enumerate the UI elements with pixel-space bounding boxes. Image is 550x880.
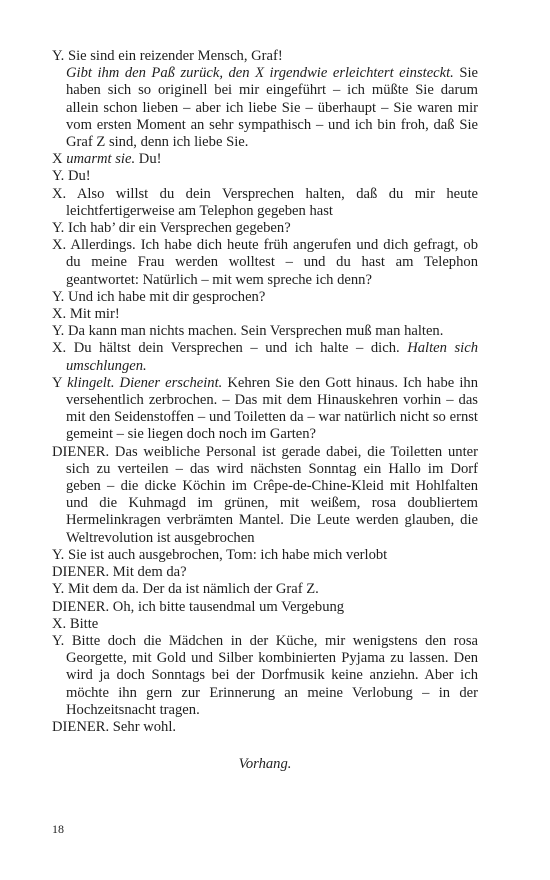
speaker: DIENER.	[52, 564, 110, 581]
speaker: Y.	[52, 546, 65, 563]
speaker: X.	[52, 237, 67, 254]
speaker: Y.	[52, 48, 65, 64]
speaker: Y.	[52, 168, 65, 185]
speaker: Y.	[52, 632, 65, 649]
dialogue-line	[52, 599, 478, 616]
speech: Sie haben sich so originell bei mir eingeführt – ich müßte Sie darum allein schon lieben – aber ich liebe Sie – überhaupt – Sie waren mir vom ersten Moment an sehr sympathisch – und ich bin froh, daß Sie Graf Z sind, denn ich liebe Sie.	[66, 65, 478, 151]
play-text	[52, 48, 478, 788]
speaker: DIENER.	[52, 718, 110, 735]
speech: Oh, ich bitte tausendmal um Vergebung	[109, 598, 345, 615]
speaker: Y.	[52, 288, 65, 305]
speaker: DIENER.	[52, 598, 110, 615]
dialogue-line	[52, 616, 478, 633]
curtain-direction: Vorhang.	[238, 756, 292, 773]
speech: Bitte	[66, 615, 99, 632]
speech: Da kann man nichts machen. Sein Versprechen muß man halten.	[64, 323, 444, 340]
speaker: Y.	[52, 323, 65, 340]
dialogue-line	[52, 168, 478, 185]
speaker: X	[52, 151, 63, 168]
dialogue-line	[52, 719, 478, 736]
dialogue-line	[52, 581, 478, 598]
dialogue-line	[52, 289, 478, 306]
speaker: Y.	[52, 581, 65, 598]
dialogue-line	[52, 237, 478, 289]
dialogue-line	[52, 547, 478, 564]
speech: Mit mir!	[66, 306, 120, 323]
stage-direction: Halten sich umschlungen.	[66, 340, 478, 374]
dialogue-line	[52, 306, 478, 323]
speech: Sie sind ein reizender Mensch, Graf!	[64, 48, 283, 64]
page-number: 18	[52, 822, 64, 836]
speaker: Y	[52, 374, 62, 391]
dialogue-line	[52, 151, 478, 168]
speaker: X.	[52, 185, 67, 202]
stage-direction: umarmt sie.	[66, 151, 136, 168]
speech: Also willst du dein Versprechen halten, daß du mir heute leichtfertigerweise am Telephon gegeben hast	[66, 185, 478, 219]
dialogue-line	[52, 633, 478, 719]
dialogue-line	[52, 564, 478, 581]
speech: Mit dem da. Der da ist nämlich der Graf Z.	[64, 581, 319, 598]
speech: Kehren Sie den Gott hinaus. Ich habe ihn versehentlich zerbrochen. – Das mit dem Hinauskehren vorhin – das mit den Seidenstoffen – und Toiletten da – war natürlich nicht so ernst gemeint – sie liegen doch noch im Garten?	[66, 374, 478, 443]
speaker: X.	[52, 340, 67, 357]
dialogue-line	[52, 340, 478, 374]
speech: Sie ist auch ausgebrochen, Tom: ich habe mich verlobt	[64, 546, 388, 563]
speaker: X.	[52, 306, 67, 323]
speech: Mit dem da?	[109, 564, 187, 581]
dialogue-line	[52, 444, 478, 547]
speech: Du!	[135, 151, 162, 168]
speech: Ich hab’ dir ein Versprechen gegeben?	[64, 220, 291, 237]
speech: Du!	[64, 168, 91, 185]
speech: Allerdings. Ich habe dich heute früh angerufen und dich gefragt, ob du meine Frau werden wolltest – und du hast am Telephon geantwortet: Natürlich – mit wem spreche ich denn?	[66, 237, 478, 288]
speech: Bitte doch die Mädchen in der Küche, mir wenigstens den rosa Georgette, mit Gold und Silber kombinierten Pyjama zu lassen. Den wird ja doch Sonntags bei der Dorfmusik keine anziehn. Aber ich möchte ihn gern zur Erinnerung an meine Verlobung – in der Hochzeitsnacht tragen.	[64, 632, 478, 718]
speech: Du hältst dein Versprechen – und ich halte – dich.	[66, 340, 408, 357]
dialogue-line	[52, 323, 478, 340]
speaker: DIENER.	[52, 443, 110, 460]
speech: Sehr wohl.	[109, 718, 177, 735]
dialogue-line	[52, 65, 478, 151]
dialogue-line	[52, 186, 478, 220]
speech: Das weibliche Personal ist gerade dabei, die Toiletten unter sich zu verteilen – das wird nächsten Sonntag ein Hallo im Dorf geben – die dicke Köchin im Crêpe-de-Chine-Kleid mit Hohlfalten und die Kuhmagd im grünen, mit weißem, rosa doubliertem Hermelinkragen verbrämten Mantel. Die Leute werden glauben, die Weltrevolution ist ausgebrochen	[66, 443, 478, 546]
speaker: X.	[52, 615, 67, 632]
stage-direction: klingelt. Diener erscheint.	[67, 374, 223, 391]
speaker: Y.	[52, 220, 65, 237]
dialogue-line	[52, 375, 478, 444]
stage-direction: Gibt ihm den Paß zurück, den X irgendwie erleichtert einsteckt.	[66, 65, 454, 82]
speech: Und ich habe mit dir gesprochen?	[64, 288, 266, 305]
dialogue-line	[52, 220, 478, 237]
dialogue-line	[52, 48, 478, 65]
